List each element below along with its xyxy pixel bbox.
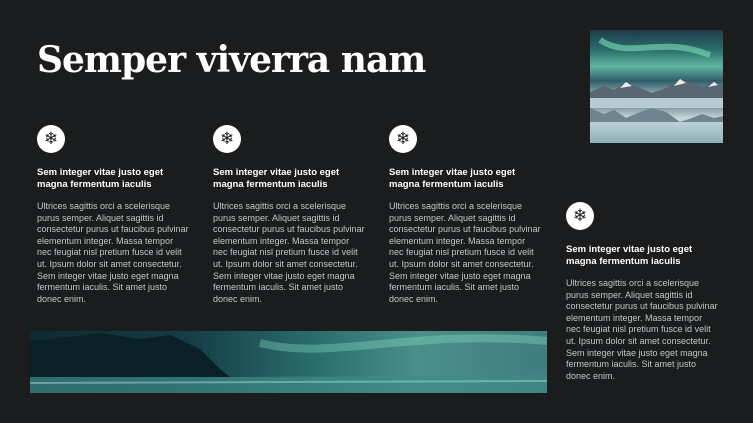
feature-body: Ultrices sagittis orci a scelerisque purus semper. Aliquet sagittis id consectetur purus ut faucibus pulvinar elementum integer. Massa tempor nec feugiat nisl pretium fusce id velit ut. Ipsum dolor sit amet consectetur. Sem integer vitae justo eget magna fermentum iaculis. Sit amet justo donec enim. bbox=[389, 201, 541, 304]
feature-body: Ultrices sagittis orci a scelerisque purus semper. Aliquet sagittis id consectetur purus ut faucibus pulvinar elementum integer. Massa tempor nec feugiat nisl pretium fusce id velit ut. Ipsum dolor sit amet consectetur. Sem integer vitae justo eget magna fermentum iaculis. Sit amet justo donec enim. bbox=[213, 201, 365, 304]
snowflake-icon: ❄ bbox=[389, 125, 417, 153]
feature-heading: Sem integer vitae justo eget magna fermentum iaculis bbox=[213, 167, 340, 190]
slide-title: Semper viverra nam bbox=[37, 39, 426, 81]
feature-column-2 bbox=[213, 125, 365, 305]
feature-body: Ultrices sagittis orci a scelerisque purus semper. Aliquet sagittis id consectetur purus ut faucibus pulvinar elementum integer. Massa tempor nec feugiat nisl pretium fusce id velit ut. Ipsum dolor sit amet consectetur. Sem integer vitae justo eget magna fermentum iaculis. Sit amet justo donec enim. bbox=[37, 201, 189, 304]
feature-heading: Sem integer vitae justo eget magna fermentum iaculis bbox=[389, 167, 516, 190]
snowflake-icon: ❄ bbox=[213, 125, 241, 153]
feature-heading: Sem integer vitae justo eget magna fermentum iaculis bbox=[37, 167, 164, 190]
feature-column-4 bbox=[566, 202, 718, 382]
feature-heading: Sem integer vitae justo eget magna fermentum iaculis bbox=[566, 244, 693, 267]
snowflake-icon: ❄ bbox=[37, 125, 65, 153]
aurora-coast-banner bbox=[30, 331, 547, 393]
aurora-mountain-photo bbox=[590, 30, 723, 143]
feature-body: Ultrices sagittis orci a scelerisque purus semper. Aliquet sagittis id consectetur purus ut faucibus pulvinar elementum integer. Massa tempor nec feugiat nisl pretium fusce id velit ut. Ipsum dolor sit amet consectetur. Sem integer vitae justo eget magna fermentum iaculis. Sit amet justo donec enim. bbox=[566, 278, 718, 381]
feature-column-3 bbox=[389, 125, 541, 305]
feature-column-1 bbox=[37, 125, 189, 305]
snowflake-icon: ❄ bbox=[566, 202, 594, 230]
